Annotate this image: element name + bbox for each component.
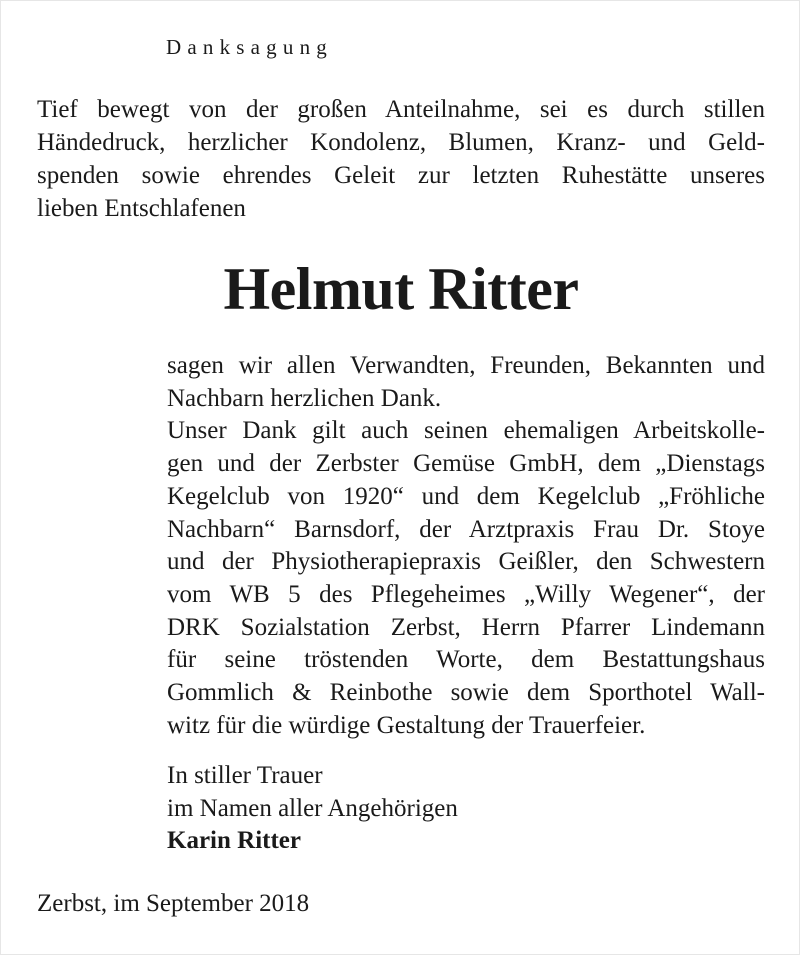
closing-line: im Namen aller Angehörigen xyxy=(167,794,458,822)
body-line: Nachbarn herzlichen Dank. xyxy=(167,384,442,412)
thanks-paragraph xyxy=(167,350,765,742)
notice-heading: Danksagung xyxy=(166,35,333,59)
body-line: Unser Dank gilt auch seinen ehemaligen Arbeitskolle- xyxy=(167,417,765,445)
body-line: und der Physiotherapiepraxis Geißler, den Schwestern xyxy=(167,548,765,576)
intro-line: lieben Entschlafenen xyxy=(37,195,246,222)
intro-paragraph xyxy=(37,93,765,225)
body-line: Gommlich & Reinbothe sowie dem Sporthotel Wall- xyxy=(167,679,765,707)
body-line: DRK Sozialstation Zerbst, Herrn Pfarrer Lindemann xyxy=(167,613,765,641)
body-line: Kegelclub von 1920“ und dem Kegelclub „Fröhliche xyxy=(167,482,765,510)
place-date: Zerbst, im September 2018 xyxy=(37,890,310,917)
signer-name: Karin Ritter xyxy=(167,827,301,855)
intro-line: spenden sowie ehrendes Geleit zur letzten Ruhestätte unseres xyxy=(37,162,765,189)
intro-line: Tief bewegt von der großen Anteilnahme, sei es durch stillen xyxy=(37,96,765,123)
body-line: witz für die würdige Gestaltung der Trauerfeier. xyxy=(167,711,646,739)
body-line: gen und der Zerbster Gemüse GmbH, dem „Dienstags xyxy=(167,450,765,478)
deceased-name: Helmut Ritter xyxy=(223,256,579,322)
intro-line: Händedruck, herzlicher Kondolenz, Blumen, Kranz- und Geld- xyxy=(37,129,765,156)
body-line: Nachbarn“ Barnsdorf, der Arztpraxis Frau Dr. Stoye xyxy=(167,515,765,543)
closing-block xyxy=(167,760,458,858)
closing-line: In stiller Trauer xyxy=(167,762,323,789)
body-line: vom WB 5 des Pflegeheimes „Willy Wegener“, der xyxy=(167,580,765,608)
body-line: sagen wir allen Verwandten, Freunden, Bekannten und xyxy=(167,352,765,379)
body-line: für seine tröstenden Worte, dem Bestattungshaus xyxy=(167,646,765,674)
